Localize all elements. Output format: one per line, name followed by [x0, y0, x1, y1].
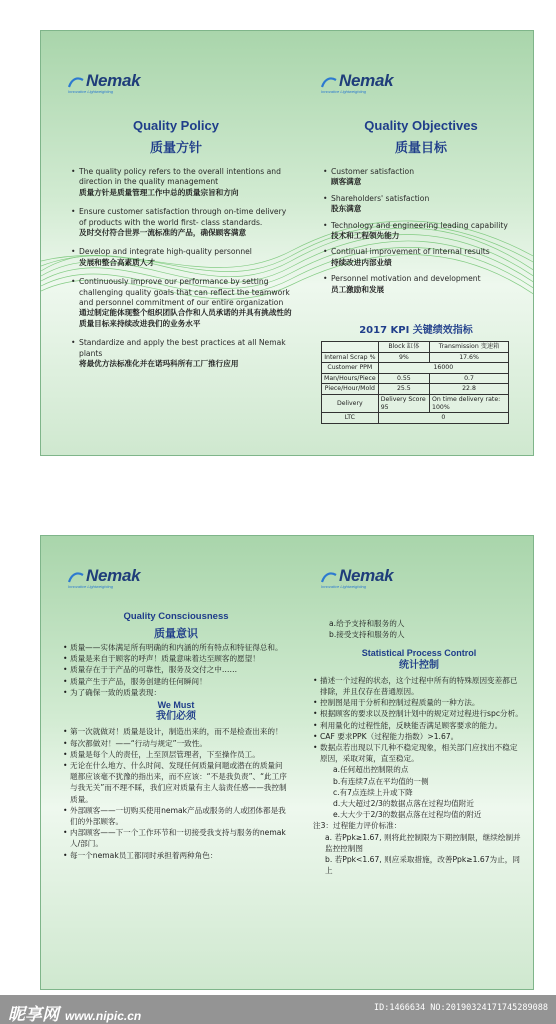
table-row — [322, 363, 509, 374]
table-cell: Customer PPM — [322, 363, 379, 374]
list-item: • 利用量化的过程性能，反映能否满足顾客要求的能力。 — [313, 720, 525, 731]
list-item: • 为了确保一致的质量表现： — [63, 687, 289, 698]
table-row — [322, 373, 509, 384]
brand-name: Nemak — [86, 71, 141, 90]
table-cell: 17.6% — [430, 352, 509, 363]
list-item: • 无论在什么地方、什么时间、发现任何质量问题或潜在的质量问题都应该毫不犹豫的指出来，而不应该：“不是我负责”、“此工序与我无关”而不理不睬，我们应对质量有主人翁责任感——我控制质量。 — [63, 760, 289, 805]
table-cell: 22.8 — [430, 384, 509, 395]
brand-tagline: Innovative Lightweighting — [68, 89, 113, 94]
table-cell: 9% — [378, 352, 429, 363]
table-header-row — [322, 342, 509, 353]
watermark-id: ID:1466634 NO:20190324171745289088 — [374, 1003, 548, 1013]
list-item: • Shareholders' satisfaction 股东满意 — [323, 194, 523, 215]
list-item: • Continual improvement of internal results 持续改进内部业绩 — [323, 247, 523, 268]
watermark-logo — [8, 1000, 141, 1024]
list-item: a. 若Ppk≥1.67, 则将此控制限为下期控制限，继续绘制并监控控制图 — [325, 832, 521, 853]
list-item: • 内部顾客——下一个工作环节和一切接受我支持与服务的nemak人/部门。 — [63, 827, 289, 849]
table-cell: Delivery — [322, 394, 379, 412]
brand-name: Nemak — [86, 566, 141, 585]
table-row — [322, 394, 509, 412]
list-item: • 质量存在于于产品的可靠性，服务及交付之中…… — [63, 664, 289, 675]
brand-tagline: Innovative Lightweighting — [68, 584, 113, 589]
quality-policy-title-cn: 质量方针 — [149, 141, 202, 156]
table-header-cell: Transmission 变速箱 — [430, 342, 509, 353]
list-item: c.有7点连续上升或下降 — [333, 787, 413, 797]
list-item: • 数据点若出现以下几种不稳定现象，相关部门应找出不稳定原因，采取对策，直至稳定。 — [313, 742, 525, 764]
table-cell: Piece/Hour/Mold — [322, 384, 379, 395]
table-cell: 0 — [378, 413, 508, 424]
quality-objectives-title: Quality Objectives — [364, 118, 478, 133]
we-must-title-cn: 我们必须 — [156, 711, 196, 723]
list-item: • The quality policy refers to the overall intentions and direction in the quality management 质量方针是质量管理工作中总的质量宗旨和方向 — [71, 167, 293, 198]
table-row — [322, 384, 509, 395]
quality-consciousness-board — [40, 535, 534, 990]
list-item: • 每次都做对！——“行动与规定”一致性。 — [63, 738, 289, 749]
list-item: a.给予支持和服务的人 — [329, 619, 405, 628]
table-cell: 0.7 — [430, 373, 509, 384]
table-row — [322, 352, 509, 363]
list-item: d.大大超过2/3的数据点落在过程均值附近 — [333, 799, 474, 809]
note-text: 注3：过程能力评价标准： — [313, 821, 402, 831]
brand-tagline: Innovative Lightweighting — [321, 584, 366, 589]
list-item: • Standardize and apply the best practices at all Nemak plants 将最优方法标准化并在诺玛科所有工厂推行应用 — [71, 338, 293, 369]
quality-policy-board — [40, 30, 534, 456]
list-item: • Customer satisfaction 顾客满意 — [323, 167, 523, 188]
table-cell: Delivery Score 95 — [378, 394, 429, 412]
spc-title-cn: 统计控制 — [399, 659, 439, 671]
list-item: b. 若Ppk<1.67, 则应采取措施，改善Ppk≥1.67为止，同上 — [325, 855, 520, 876]
nemak-swoosh-icon — [321, 76, 337, 88]
table-cell: Man/Hours/Piece — [322, 373, 379, 384]
list-item: b.接受支持和服务的人 — [329, 630, 405, 640]
nemak-logo-left — [68, 71, 141, 94]
table-cell: 16000 — [378, 363, 508, 374]
list-item: • Personnel motivation and development 员工激励和发展 — [323, 274, 523, 295]
quality-consciousness-title-cn: 质量意识 — [154, 627, 198, 640]
list-item: • 外部顾客——一切购买使用nemak产品或服务的人或团体都是我们的外部顾客。 — [63, 805, 289, 827]
quality-objectives-title-cn: 质量目标 — [394, 141, 447, 156]
list-item: • 质量——实体满足所有明确的和内涵的所有特点和特征得总和。 — [63, 642, 289, 653]
spc-text — [313, 618, 525, 876]
table-cell: On time delivery rate: 100% — [430, 394, 509, 412]
brand-tagline: Innovative Lightweighting — [321, 89, 366, 94]
watermark-site: 昵享网 — [8, 1005, 59, 1024]
list-item: • 质量产生于产品，服务创建的任何瞬间！ — [63, 676, 289, 687]
quality-objectives-list — [323, 167, 523, 301]
table-cell: Internal Scrap % — [322, 352, 379, 363]
list-item: b.有连续7点在平均值的一侧 — [333, 776, 429, 786]
list-item: • 描述一个过程的状态，这个过程中所有的特殊原因变差都已排除，并且仅存在普通原因。 — [313, 675, 525, 697]
list-item: e.大大少于2/3的数据点落在过程均值的附近 — [333, 810, 482, 820]
list-item: • 根据顾客的要求以及控制计划中的规定对过程进行spc分析。 — [313, 708, 525, 719]
list-item: • 控制图是用于分析和控制过程质量的一种方法。 — [313, 697, 525, 708]
table-cell: 0.55 — [378, 373, 429, 384]
list-item: • CAF 要求PPK（过程能力指数）>1.67。 — [313, 731, 525, 742]
table-row — [322, 413, 509, 424]
watermark-url: www.nipic.cn — [65, 1009, 142, 1023]
quality-policy-title: Quality Policy — [133, 118, 219, 133]
nemak-logo-left — [68, 566, 141, 589]
nemak-logo-right — [321, 566, 394, 589]
nemak-swoosh-icon — [321, 571, 337, 583]
kpi-title: 2017 KPI 关键绩效指标 — [359, 325, 473, 336]
table-cell: LTC — [322, 413, 379, 424]
we-must-title: We Must — [157, 700, 195, 711]
table-header-cell: Block 缸体 — [378, 342, 429, 353]
list-item: a.任何超出控制限的点 — [333, 765, 409, 775]
brand-name: Nemak — [339, 566, 394, 585]
nemak-swoosh-icon — [68, 571, 84, 583]
list-item: • Continuously improve our performance by setting challenging quality goals that can reflect the teamwork and personnel commitment of our entire organization 通过制定能体现整个组织团队合作和人员承诺的并具有挑战性的质量目标来持续改进我们的业务水平 — [71, 277, 293, 329]
nemak-logo-right — [321, 71, 394, 94]
nemak-swoosh-icon — [68, 76, 84, 88]
list-item: • Develop and integrate high-quality personnel 发展和整合高素质人才 — [71, 247, 293, 268]
list-item: • Technology and engineering leading capability 技术和工程领先能力 — [323, 221, 523, 242]
quality-consciousness-title: Quality Consciousness — [123, 611, 229, 622]
list-item: • 质量是来自于顾客的呼声！质量意味着达至顾客的愿望！ — [63, 653, 289, 664]
quality-policy-list — [71, 167, 293, 379]
spc-title: Statistical Process Control — [361, 648, 477, 659]
kpi-table — [321, 341, 509, 424]
list-item: • 质量是每个人的责任，上至顶层管理者，下至操作员工。 — [63, 749, 289, 760]
list-item: • 每一个nemak员工都同时承担着两种角色： — [63, 850, 289, 861]
list-item: • 第一次就做对！质量是设计，制造出来的，而不是检查出来的！ — [63, 726, 289, 737]
quality-consciousness-text — [63, 642, 289, 861]
table-cell: 25.5 — [378, 384, 429, 395]
list-item: • Ensure customer satisfaction through on-time delivery of products with the world first- class standards. 及时交付符合世界一流标准的产品，确保顾客满意 — [71, 207, 293, 238]
table-header-cell — [322, 342, 379, 353]
brand-name: Nemak — [339, 71, 394, 90]
